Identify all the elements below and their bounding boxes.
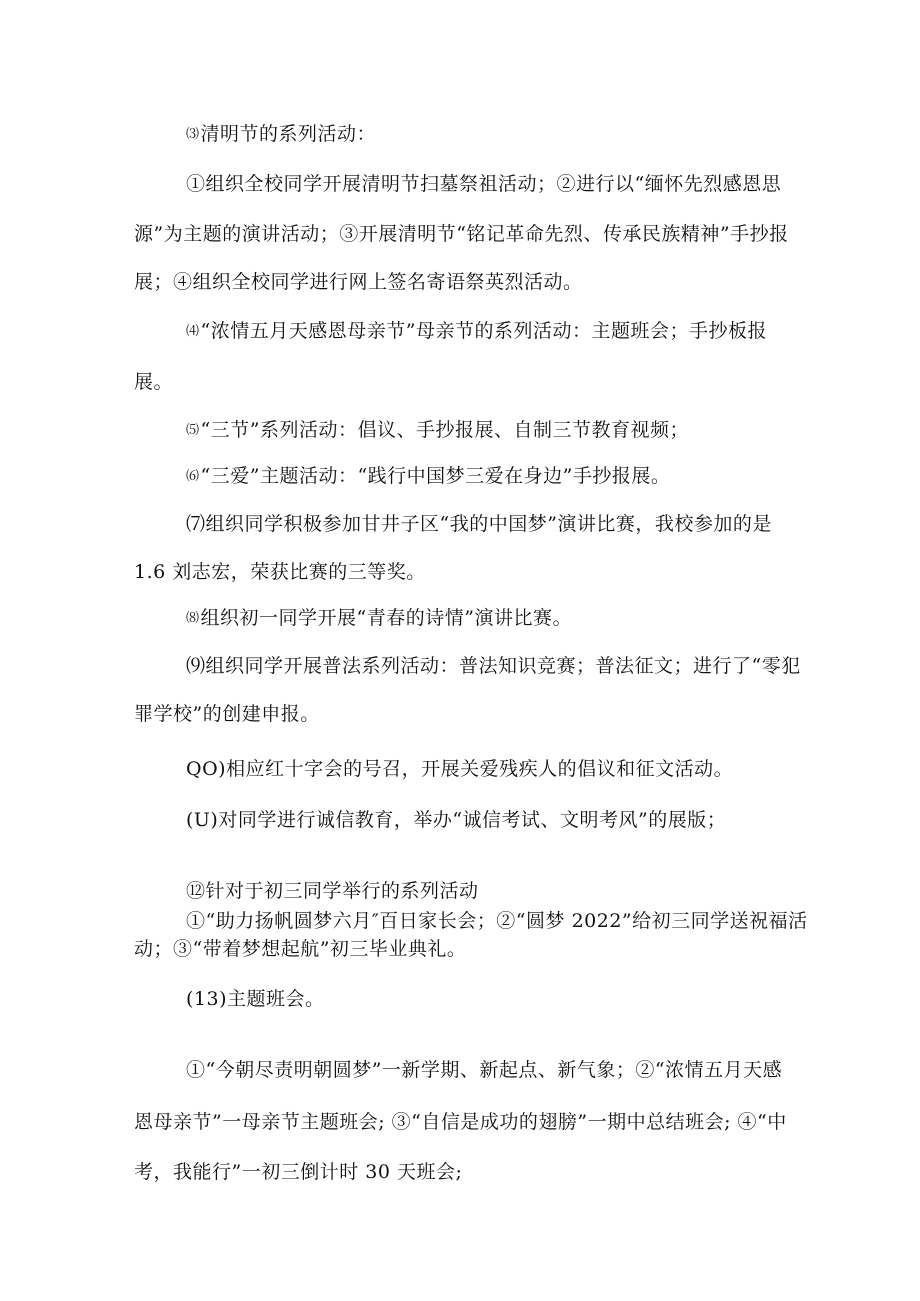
section-10-line-1: QO)相应红十字会的号召，开展关爱残疾人的倡议和征文活动。 [186, 758, 734, 780]
section-9-line-1: ⑼组织同学开展普法系列活动：普法知识竞赛；普法征文；进行了“零犯 [186, 655, 801, 677]
section-8-number: ⑻ [186, 611, 200, 626]
section-13-classes-line-2: 恩母亲节”一母亲节主题班会; ③“自信是成功的翅膀”一期中总结班会; ④“中 [134, 1111, 787, 1133]
section-13-classes-line-1: ①“今朝尽责明朝圆梦”一新学期、新起点、新气象；②“浓情五月天感 [186, 1059, 783, 1081]
section-7-line-2: 1.6 刘志宏，荣获比赛的三等奖。 [134, 561, 426, 583]
section-12-line-2: ①“助力扬帆圆梦六月″百日家长会；②“圆梦 2022”给初三同学送祝福活 [186, 910, 808, 932]
section-3-activities-line-3: 展；④组织全校同学进行网上签名寄语祭英烈活动。 [134, 271, 583, 293]
section-4-line-1: ⑷“浓情五月天感恩母亲节”母亲节的系列活动：主题班会；手抄板报 [186, 320, 767, 342]
section-9-line-2: 罪学校”的创建申报。 [134, 703, 320, 725]
section-12-line-3: 动；③“带着梦想起航”初三毕业典礼。 [134, 938, 467, 960]
section-13-line-1: (13)主题班会。 [186, 988, 325, 1010]
section-13-classes-line-3: 考，我能行”一初三倒计时 30 天班会; [134, 1161, 463, 1183]
section-8-line-1: ⑻组织初一同学开展“青春的诗情”演讲比赛。 [186, 607, 572, 629]
section-6-number: ⑹ [186, 469, 200, 484]
section-3-line-1: ⑶清明节的系列活动： [186, 123, 377, 145]
section-4-line-2: 展。 [134, 371, 174, 393]
section-11-line-1: (U)对同学进行诚信教育，举办“诚信考试、文明考风”的展版； [186, 809, 727, 831]
section-3-number: ⑶ [186, 127, 200, 142]
section-6-line-1: ⑹“三爱”主题活动：“践行中国梦三爱在身边”手抄报展。 [186, 465, 671, 487]
section-7-line-1: ⑺组织同学积极参加甘井子区“我的中国梦”演讲比赛，我校参加的是 [186, 513, 772, 535]
section-3-activities-line-2: 源”为主题的演讲活动；③开展清明节“铭记革命先烈、传承民族精神”手抄报 [134, 223, 789, 245]
section-5-number: ⑸ [186, 423, 200, 438]
section-4-number: ⑷ [186, 324, 200, 339]
section-12-line-1: ⑫针对于初三同学举行的系列活动 [186, 880, 479, 902]
section-5-line-1: ⑸“三节”系列活动：倡议、手抄报展、自制三节教育视频； [186, 419, 689, 441]
section-3-activities-line-1: ①组织全校同学开展清明节扫墓祭祖活动；②进行以“缅怀先烈感恩思 [186, 173, 782, 195]
